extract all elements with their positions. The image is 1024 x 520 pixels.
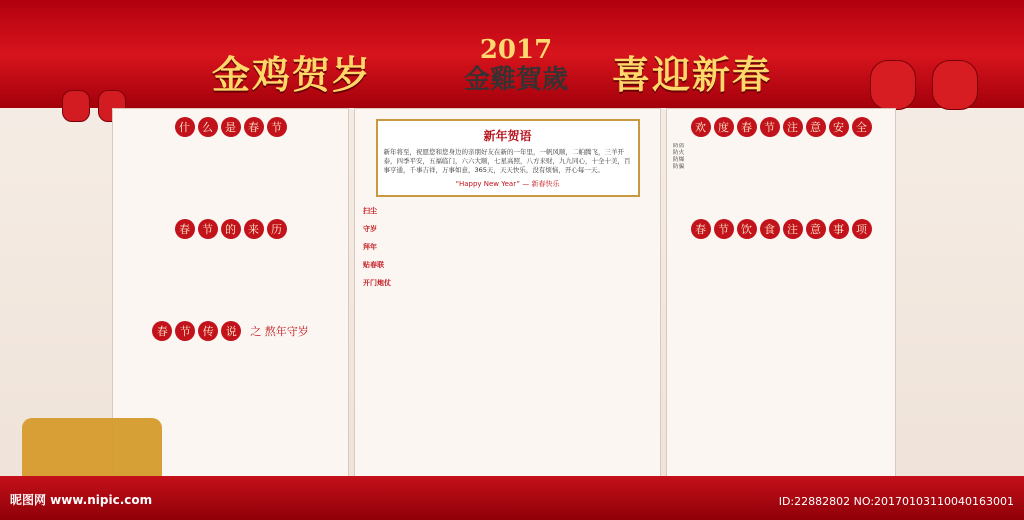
custom-item: 守岁 [363,225,377,233]
custom-item: 扫尘 [363,207,377,215]
section-title: 春 节 饮 食 注 意 事 项 [667,219,895,239]
greeting-sign: “Happy New Year” — 新春快乐 [455,180,560,188]
text-block [667,245,895,313]
section-title: 春 节 传 说 之 熬年守岁 [113,321,348,341]
main-title-right: 喜迎新春 [612,52,773,97]
lantern-right-2-icon [932,60,978,110]
right-panel [666,108,896,484]
text-block [113,143,348,211]
center-badge [432,36,600,104]
greeting-title: 新年贺语 [483,129,532,143]
custom-item: 拜年 [363,243,377,251]
footer-right: ID:22882802 NO:20170103110040163001 [778,495,1014,508]
section-title: 什 么 是 春 节 [113,117,348,137]
greeting-card [376,119,640,197]
section-title: 春 节 的 来 历 [113,219,348,239]
badge-year: 2017 [479,35,553,65]
badge-text: 金雞賀歲 [463,65,568,95]
greeting-text: 新年将至，祝愿您和您身边的亲朋好友在新的一年里，一帆风顺，二帕腾飞，三羊开泰，四季平安，五福临门，六六大顺，七星高照，八方来财，九九同心，十全十美，百事亨通，千事吉祥，万事如意，365天，天天快乐，没有烦恼，开心每一天。 [383,148,631,174]
lantern-left-1-icon [62,90,90,122]
section-title: 欢 度 春 节 注 意 安 全 [667,117,895,137]
custom-item: 开门炮仗 [363,279,391,287]
footer-left: 昵图网 www.nipic.com [10,493,153,507]
lantern-right-1-icon [870,60,916,110]
text-block: 防盗 防火 防爆 防骗 [673,143,685,170]
text-block [113,245,348,313]
text-block [113,347,348,415]
middle-panel [354,108,661,484]
main-title-left: 金鸡贺岁 [212,52,373,97]
custom-item: 贴春联 [363,261,384,269]
